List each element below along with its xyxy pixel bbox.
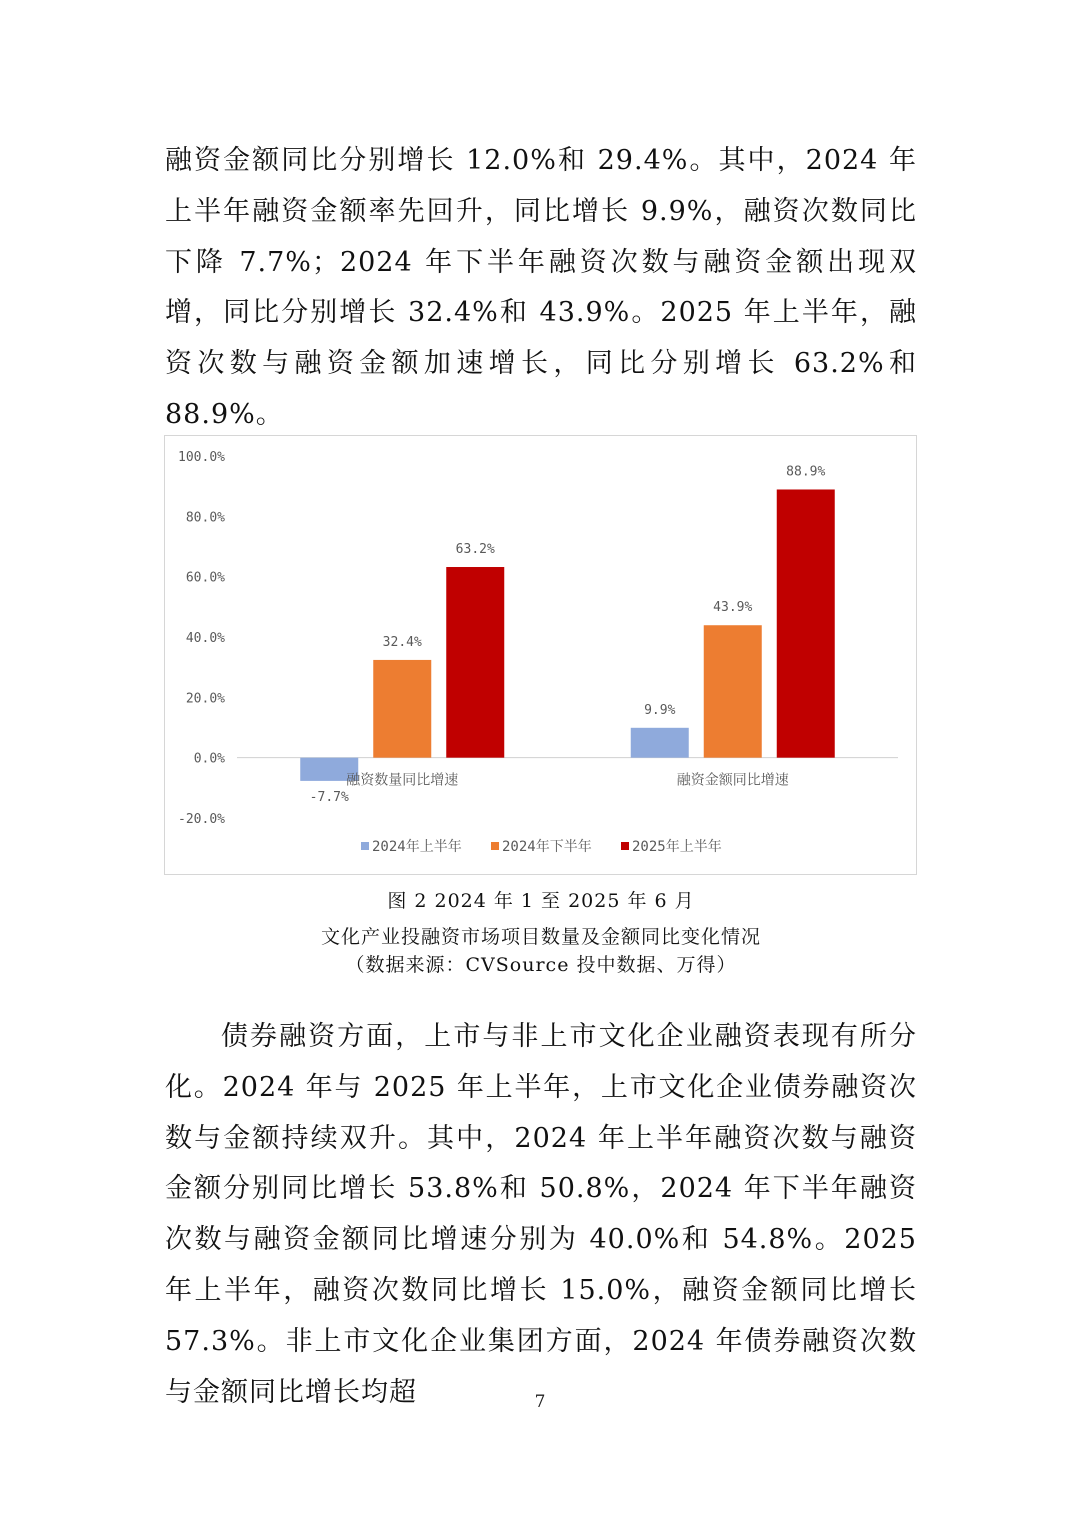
y-tick-label: 60.0% bbox=[185, 570, 225, 586]
chart-svg bbox=[165, 436, 918, 876]
paragraph-1: 融资金额同比分别增长 12.0%和 29.4%。其中，2024 年上半年融资金额率先回升，同比增长 9.9%，融资次数同比下降 7.7%；2024 年下半年融资次数与融资金额出现双增，同比分别增长 32.4%和 43.9%。2025 年上半年，融资次数与融资金额加速增长，同比分别增长 63.2%和 88.9%。 bbox=[165, 145, 917, 430]
bar bbox=[777, 489, 835, 757]
y-tick-label: 100.0% bbox=[178, 450, 225, 465]
figure-caption-source: （数据来源：CVSource 投中数据、万得） bbox=[345, 954, 737, 976]
category-label: 融资数量同比增速 bbox=[346, 772, 459, 789]
category-label: 融资金额同比增速 bbox=[676, 772, 789, 789]
legend bbox=[361, 838, 722, 855]
category-labels-group bbox=[346, 772, 789, 789]
legend-swatch bbox=[491, 842, 499, 850]
figure-caption-subtitle: 文化产业投融资市场项目数量及金额同比变化情况 bbox=[320, 926, 761, 948]
bar-chart bbox=[164, 435, 917, 875]
paragraph-2: 债券融资方面，上市与非上市文化企业融资表现有所分化。2024 年与 2025 年上半年，上市文化企业债券融资次数与金额持续双升。其中，2024 年上半年融资次数与融资金额分别同比增长 53.8%和 50.8%，2024 年下半年融资次数与融资金额同比增速分别为 40.0%和 54.8%。2025 年上半年，融资次数同比增长 15.0%，融资金额同比增长 57.3%。非上市文化企业集团方面，2024 年债券融资次数与金额同比增长均超 bbox=[165, 1021, 917, 1408]
y-tick-label: 40.0% bbox=[185, 631, 225, 646]
y-axis bbox=[178, 450, 225, 827]
legend-label: 2024年下半年 bbox=[502, 839, 592, 855]
bar bbox=[631, 728, 689, 758]
bar bbox=[446, 567, 504, 758]
legend-swatch bbox=[361, 842, 369, 850]
bar bbox=[704, 625, 762, 757]
legend-label: 2024年上半年 bbox=[372, 839, 462, 855]
data-label: 88.9% bbox=[786, 464, 826, 480]
data-label: -7.7% bbox=[309, 789, 349, 805]
page-number: 7 bbox=[534, 1392, 546, 1412]
bars-group bbox=[300, 489, 835, 780]
legend-label: 2025年上半年 bbox=[632, 839, 722, 855]
y-tick-label: 80.0% bbox=[185, 510, 225, 526]
data-label: 32.4% bbox=[382, 634, 422, 650]
y-tick-label: 0.0% bbox=[193, 751, 225, 767]
data-label: 43.9% bbox=[713, 600, 753, 616]
data-label: 9.9% bbox=[644, 702, 676, 718]
y-tick-label: 20.0% bbox=[185, 691, 225, 707]
bar bbox=[373, 660, 431, 758]
y-tick-label: -20.0% bbox=[178, 812, 225, 827]
figure-caption-title: 图 2 2024 年 1 至 2025 年 6 月 bbox=[387, 890, 695, 912]
data-label: 63.2% bbox=[455, 542, 495, 558]
legend-swatch bbox=[621, 842, 629, 850]
